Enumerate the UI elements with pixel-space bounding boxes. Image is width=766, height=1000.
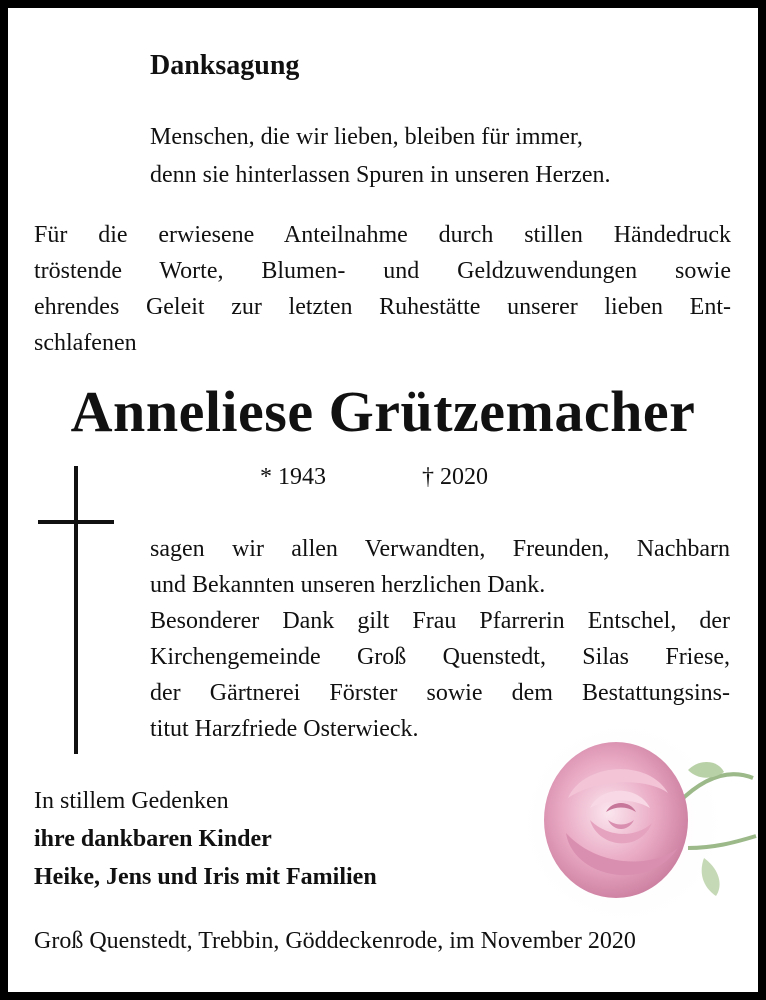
intro-line: schlafenen: [34, 330, 137, 356]
death-year: † 2020: [422, 464, 488, 490]
cross-icon: [38, 466, 114, 754]
signature-line: Heike, Jens und Iris mit Familien: [34, 864, 377, 890]
signature-line: In stillem Gedenken: [34, 788, 229, 814]
intro-line: Für die erwiesene Anteilnahme durch stillen Händedruck: [34, 222, 731, 248]
signature-line: ihre dankbaren Kinder: [34, 826, 272, 852]
thanks-line: Besonderer Dank gilt Frau Pfarrerin Entschel, der: [150, 608, 730, 634]
thanks-line: Kirchengemeinde Groß Quenstedt, Silas Friese,: [150, 644, 730, 670]
obituary-card: [8, 8, 758, 992]
rose-icon: [528, 708, 758, 938]
deceased-name: Anneliese Grützemacher: [70, 379, 696, 444]
intro-line: ehrendes Geleit zur letzten Ruhestätte unserer lieben Ent-: [34, 294, 731, 320]
quote-line: denn sie hinterlassen Spuren in unseren Herzen.: [150, 162, 611, 188]
thanks-line: und Bekannten unseren herzlichen Dank.: [150, 572, 546, 598]
thanks-line: titut Harzfriede Osterwieck.: [150, 716, 419, 742]
intro-line: tröstende Worte, Blumen- und Geldzuwendungen sowie: [34, 258, 731, 284]
place-date: Groß Quenstedt, Trebbin, Göddeckenrode, im November 2020: [34, 928, 636, 954]
quote-line: Menschen, die wir lieben, bleiben für immer,: [150, 124, 583, 150]
birth-year: * 1943: [260, 464, 326, 490]
thanks-line: der Gärtnerei Förster sowie dem Bestattungsins-: [150, 680, 730, 706]
heading: Danksagung: [150, 50, 300, 81]
thanks-line: sagen wir allen Verwandten, Freunden, Nachbarn: [150, 536, 730, 562]
